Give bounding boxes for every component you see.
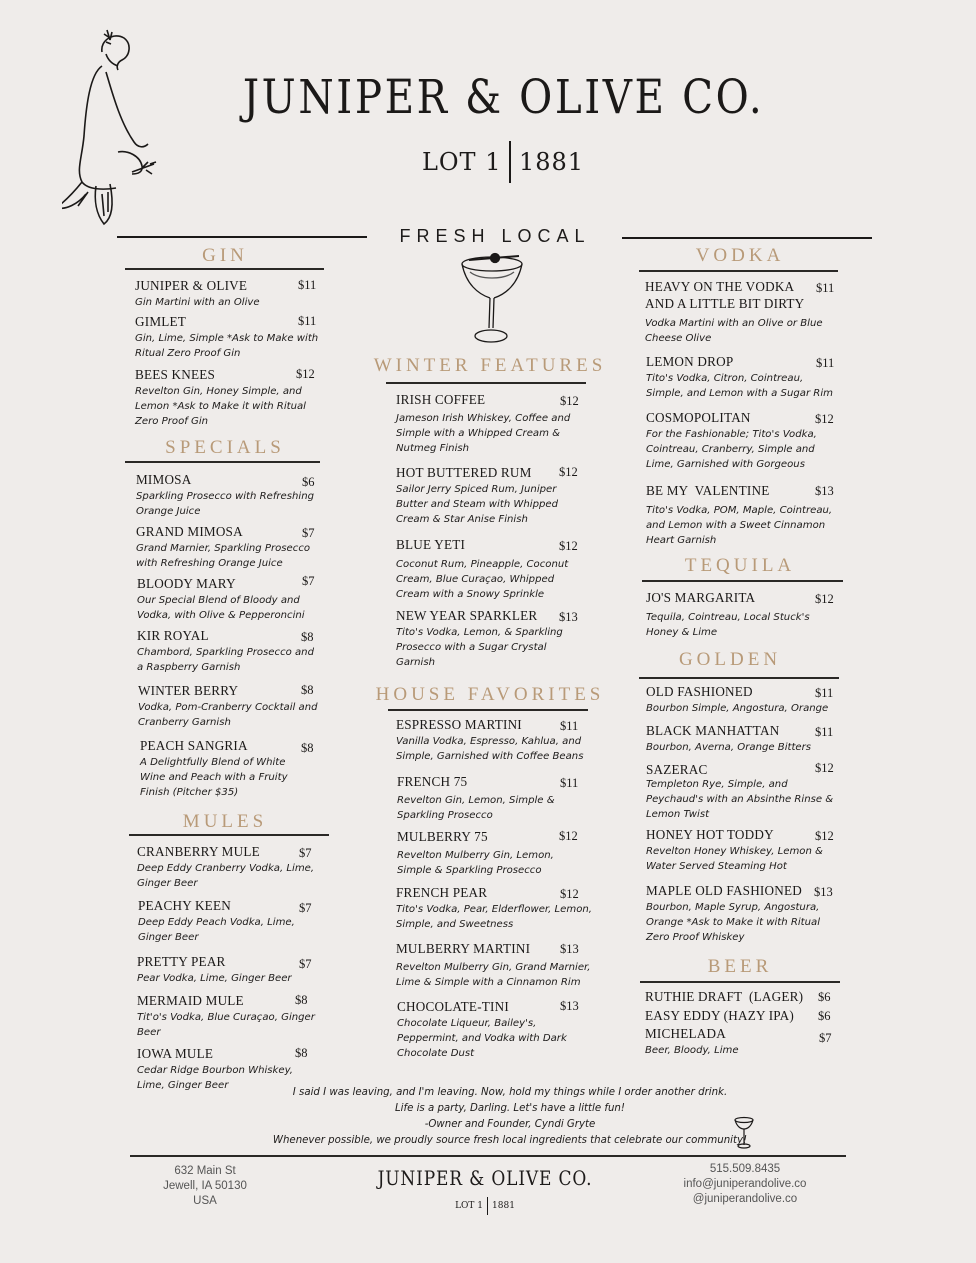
item-price: $11 xyxy=(298,278,317,292)
item-name: MIMOSA xyxy=(136,472,192,487)
section-rule xyxy=(129,834,329,836)
item-price: $7 xyxy=(299,846,312,860)
menu-item xyxy=(396,940,596,990)
menu-item xyxy=(396,884,596,932)
divider xyxy=(117,236,367,238)
menu-item xyxy=(646,826,836,874)
item-price: $12 xyxy=(815,829,834,843)
menu-item xyxy=(137,575,322,623)
menu-item xyxy=(138,682,323,730)
item-price: $6 xyxy=(818,990,831,1004)
item-description: Deep Eddy Peach Vodka, Lime, Ginger Beer xyxy=(138,917,295,943)
quote-line: Life is a party, Darling. Let's have a little fun! xyxy=(395,1103,625,1114)
item-price: $12 xyxy=(296,367,315,381)
item-price: $13 xyxy=(560,942,579,956)
item-description: Revelton Mulberry Gin, Lemon, Simple & Sparkling Prosecco xyxy=(397,850,554,876)
menu-item xyxy=(646,589,834,640)
item-price: $11 xyxy=(815,686,834,700)
sourcing-statement: Whenever possible, we proudly source fresh local ingredients that celebrate our community! xyxy=(272,1135,748,1146)
item-name: HEAVY ON THE VODKA xyxy=(645,279,795,294)
item-description: Pear Vodka, Lime, Ginger Beer xyxy=(137,973,292,984)
item-name: EASY EDDY (HAZY IPA) xyxy=(645,1008,794,1023)
item-name: HOT BUTTERED RUM xyxy=(396,465,532,480)
item-description: Tito's Vodka, Pear, Elderflower, Lemon, Simple, and Sweetness xyxy=(396,904,593,930)
item-name: PRETTY PEAR xyxy=(137,954,226,969)
menu-item xyxy=(646,683,834,716)
menu-item xyxy=(397,998,582,1061)
menu-item xyxy=(396,464,576,527)
menu-item xyxy=(135,313,325,361)
item-price: $8 xyxy=(301,741,314,755)
item-description: Templeton Rye, Simple, and Peychaud's with an Absinthe Rinse & Lemon Twist xyxy=(646,779,834,820)
menu-item xyxy=(396,391,581,456)
item-price: $8 xyxy=(301,683,314,697)
item-price: $8 xyxy=(301,630,314,644)
item-price: $7 xyxy=(299,957,312,971)
item-description: Vanilla Vodka, Espresso, Kahlua, and Simple, Garnished with Coffee Beans xyxy=(396,736,584,762)
item-name: HONEY HOT TODDY xyxy=(646,827,774,842)
item-name: FRENCH PEAR xyxy=(396,885,488,900)
item-price: $12 xyxy=(559,465,578,479)
item-description: Revelton Honey Whiskey, Lemon & Water Served Steaming Hot xyxy=(646,846,823,872)
address-city: Jewell, IA 50130 xyxy=(163,1180,247,1192)
item-name: CRANBERRY MULE xyxy=(137,844,260,859)
menu-item xyxy=(136,471,321,519)
item-price: $11 xyxy=(560,776,579,790)
item-description: Tito's Vodka, Citron, Cointreau, Simple, and Lemon with a Sugar Rim xyxy=(646,373,833,399)
section-rule xyxy=(125,461,320,463)
menu-item xyxy=(646,722,834,755)
menu-item xyxy=(137,843,327,891)
menu-item xyxy=(397,773,582,823)
item-name: CHOCOLATE-TINI xyxy=(397,999,509,1014)
menu-item xyxy=(138,897,318,945)
menu-item xyxy=(136,523,321,571)
item-name: MERMAID MULE xyxy=(137,993,244,1008)
item-name: SAZERAC xyxy=(646,762,708,777)
owner-quote xyxy=(230,1085,790,1149)
item-name: BEES KNEES xyxy=(135,367,216,382)
item-description: Revelton Gin, Honey Simple, and Lemon *Ask to Make it with Ritual Zero Proof Gin xyxy=(135,386,306,427)
phone-link[interactable]: 515.509.8435 xyxy=(709,1163,781,1175)
section-rule xyxy=(639,677,839,679)
item-description: Bourbon, Maple Syrup, Angostura, Orange *Ask to Make it with Ritual Zero Proof Whiskey xyxy=(646,902,821,943)
brand-subtitle xyxy=(0,140,976,184)
item-description: Tequila, Cointreau, Local Stuck's Honey & Lime xyxy=(646,612,810,638)
item-description: A Delightfully Blend of White Wine and Peach with a Fruity Finish (Pitcher $35) xyxy=(140,757,288,798)
item-price: $11 xyxy=(815,725,834,739)
item-name: IOWA MULE xyxy=(137,1046,214,1061)
item-name: MICHELADA xyxy=(645,1026,726,1041)
item-name: GIMLET xyxy=(135,314,187,329)
menu-item xyxy=(140,737,314,800)
item-price: $7 xyxy=(299,901,312,915)
item-description: Chocolate Liqueur, Bailey's, Peppermint, and Vodka with Dark Chocolate Dust xyxy=(397,1018,567,1059)
section-title-golden: GOLDEN xyxy=(678,649,782,670)
section-title-house-favorites: HOUSE FAVORITES xyxy=(375,684,605,705)
item-description: Vodka, Pom-Cranberry Cocktail and Cranberry Garnish xyxy=(138,702,318,728)
section-rule xyxy=(640,981,840,983)
item-price: $7 xyxy=(819,1031,832,1045)
item-description: Beer, Bloody, Lime xyxy=(645,1045,739,1056)
quote-line: I said I was leaving, and I'm leaving. Now, hold my things while I order another drink. xyxy=(292,1087,728,1098)
item-description: Tito's Vodka, Lemon, & Sparkling Prosecco with a Sugar Crystal Garnish xyxy=(396,627,563,668)
item-name: GRAND MIMOSA xyxy=(136,524,243,539)
item-description: Sailor Jerry Spiced Rum, Juniper Butter and Steam with Whipped Cream & Star Anise Finish xyxy=(396,484,559,525)
item-name: LEMON DROP xyxy=(646,354,734,369)
item-name-line2: AND A LITTLE BIT DIRTY xyxy=(645,296,805,311)
item-price: $6 xyxy=(818,1009,831,1023)
divider xyxy=(509,141,511,183)
section-rule xyxy=(639,270,838,272)
item-price: $11 xyxy=(560,719,579,733)
section-rule xyxy=(642,580,843,582)
item-description: Cedar Ridge Bourbon Whiskey, Lime, Ginger Beer xyxy=(137,1065,293,1091)
item-price: $6 xyxy=(302,475,315,489)
item-description: Our Special Blend of Bloody and Vodka, with Olive & Pepperoncini xyxy=(137,595,305,621)
item-name: PEACHY KEEN xyxy=(138,898,231,913)
menu-item xyxy=(137,992,327,1040)
item-description: Bourbon, Averna, Orange Bitters xyxy=(646,742,812,753)
item-price: $13 xyxy=(815,484,834,498)
menu-item xyxy=(137,627,317,675)
menu-item xyxy=(135,366,320,429)
item-price: $11 xyxy=(298,314,317,328)
item-name: JUNIPER & OLIVE xyxy=(135,278,248,293)
menu-item xyxy=(645,278,835,346)
social-handle[interactable]: @juniperandolive.co xyxy=(692,1193,798,1205)
item-price: $11 xyxy=(816,281,835,295)
item-name: BE MY VALENTINE xyxy=(646,483,770,498)
address-country: USA xyxy=(193,1195,217,1207)
item-description: Chambord, Sparkling Prosecco and a Raspberry Garnish xyxy=(137,647,314,673)
item-price: $12 xyxy=(559,829,578,843)
menu-item xyxy=(645,988,840,1005)
item-name: PEACH SANGRIA xyxy=(140,738,248,753)
item-price: $13 xyxy=(814,885,833,899)
item-description: Revelton Gin, Lemon, Simple & Sparkling Prosecco xyxy=(397,795,555,821)
item-name: COSMOPOLITAN xyxy=(646,410,751,425)
section-title-vodka: VODKA xyxy=(695,245,785,266)
item-price: $12 xyxy=(559,539,578,553)
item-name: NEW YEAR SPARKLER xyxy=(396,608,538,623)
footer-subtitle xyxy=(340,1196,630,1216)
item-name: RUTHIE DRAFT (LAGER) xyxy=(645,989,804,1004)
menu-item xyxy=(396,607,576,670)
item-name: MULBERRY MARTINI xyxy=(396,941,531,956)
address-street: 632 Main St xyxy=(174,1165,236,1177)
item-description: Gin, Lime, Simple *Ask to Make with Ritual Zero Proof Gin xyxy=(135,333,319,359)
item-description: Vodka Martini with an Olive or Blue Cheese Olive xyxy=(645,318,823,344)
item-description: Revelton Mulberry Gin, Grand Marnier, Lime & Simple with a Cinnamon Rim xyxy=(396,962,591,988)
item-price: $8 xyxy=(295,1046,308,1060)
item-price: $12 xyxy=(560,887,579,901)
item-name: BLACK MANHATTAN xyxy=(646,723,780,738)
item-description: Grand Marnier, Sparkling Prosecco with Refreshing Orange Juice xyxy=(136,543,311,569)
lot-label: LOT 1 xyxy=(455,1201,484,1211)
item-name: KIR ROYAL xyxy=(137,628,209,643)
item-description: Coconut Rum, Pineapple, Coconut Cream, Blue Curaçao, Whipped Cream with a Snowy Sprinkle xyxy=(396,559,569,600)
section-rule xyxy=(386,382,586,384)
brand-title: JUNIPER & OLIVE CO. xyxy=(242,70,765,125)
section-title-gin: GIN xyxy=(202,245,248,266)
item-price: $12 xyxy=(560,394,579,408)
item-description: Bourbon Simple, Angostura, Orange xyxy=(646,703,829,714)
section-title-specials: SPECIALS xyxy=(165,437,285,458)
coupe-glass-icon xyxy=(732,1115,756,1151)
item-name: JO'S MARGARITA xyxy=(646,590,756,605)
section-rule xyxy=(125,268,324,270)
item-description: Sparkling Prosecco with Refreshing Orange Juice xyxy=(136,491,315,517)
menu-item xyxy=(645,1007,840,1024)
menu-item xyxy=(137,953,327,986)
item-price: $11 xyxy=(816,356,835,370)
section-title-winter-features: WINTER FEATURES xyxy=(373,355,607,376)
menu-item xyxy=(396,716,586,764)
item-name: ESPRESSO MARTINI xyxy=(396,717,522,732)
item-price: $12 xyxy=(815,761,834,775)
item-name: FRENCH 75 xyxy=(397,774,468,789)
email-link[interactable]: info@juniperandolive.co xyxy=(683,1178,807,1190)
item-price: $7 xyxy=(302,574,315,588)
year-label: 1881 xyxy=(518,148,585,176)
section-title-beer: BEER xyxy=(707,956,773,977)
menu-item xyxy=(646,482,841,548)
item-price: $8 xyxy=(295,993,308,1007)
item-name: IRISH COFFEE xyxy=(396,392,486,407)
address xyxy=(150,1164,260,1209)
menu-item xyxy=(646,882,831,945)
item-price: $12 xyxy=(815,412,834,426)
item-description: Gin Martini with an Olive xyxy=(135,297,260,308)
quote-attribution: -Owner and Founder, Cyndi Gryte xyxy=(424,1119,596,1130)
menu-item xyxy=(646,353,841,401)
menu-item xyxy=(646,761,836,822)
item-price: $7 xyxy=(302,526,315,540)
item-description: Deep Eddy Cranberry Vodka, Lime, Ginger Beer xyxy=(137,863,315,889)
menu-item xyxy=(645,1025,840,1058)
item-name: WINTER BERRY xyxy=(138,683,239,698)
item-description: Tit'o's Vodka, Blue Curaçao, Ginger Beer xyxy=(137,1012,315,1038)
divider xyxy=(487,1197,488,1215)
section-title-mules: MULES xyxy=(182,811,268,832)
menu-item xyxy=(396,536,581,602)
menu-item xyxy=(646,409,834,472)
martini-glass-icon xyxy=(455,250,530,350)
menu-item xyxy=(397,828,577,878)
item-price: $13 xyxy=(560,999,579,1013)
item-name: MAPLE OLD FASHIONED xyxy=(646,883,802,898)
section-rule xyxy=(388,709,588,711)
tagline: FRESH LOCAL xyxy=(399,226,591,246)
divider xyxy=(622,237,872,239)
item-name: BLUE YETI xyxy=(396,537,466,552)
item-price: $13 xyxy=(559,610,578,624)
item-price: $12 xyxy=(815,592,834,606)
item-name: BLOODY MARY xyxy=(137,576,236,591)
contact-info xyxy=(660,1162,830,1207)
menu-item xyxy=(135,277,320,310)
footer-brand: JUNIPER & OLIVE CO. xyxy=(377,1166,593,1190)
item-description: For the Fashionable; Tito's Vodka, Cointreau, Cranberry, Simple and Lime, Garnished with Gorgeous xyxy=(646,429,817,470)
item-description: Jameson Irish Whiskey, Coffee and Simple with a Whipped Cream & Nutmeg Finish xyxy=(396,413,571,454)
section-title-tequila: TEQUILA xyxy=(684,555,796,576)
item-description: Tito's Vodka, POM, Maple, Cointreau, and Lemon with a Sweet Cinnamon Heart Garnish xyxy=(646,505,833,546)
item-name: OLD FASHIONED xyxy=(646,684,753,699)
item-name: MULBERRY 75 xyxy=(397,829,488,844)
year-label: 1881 xyxy=(492,1201,515,1211)
lot-label: LOT 1 xyxy=(421,148,502,176)
footer-divider xyxy=(130,1155,846,1157)
